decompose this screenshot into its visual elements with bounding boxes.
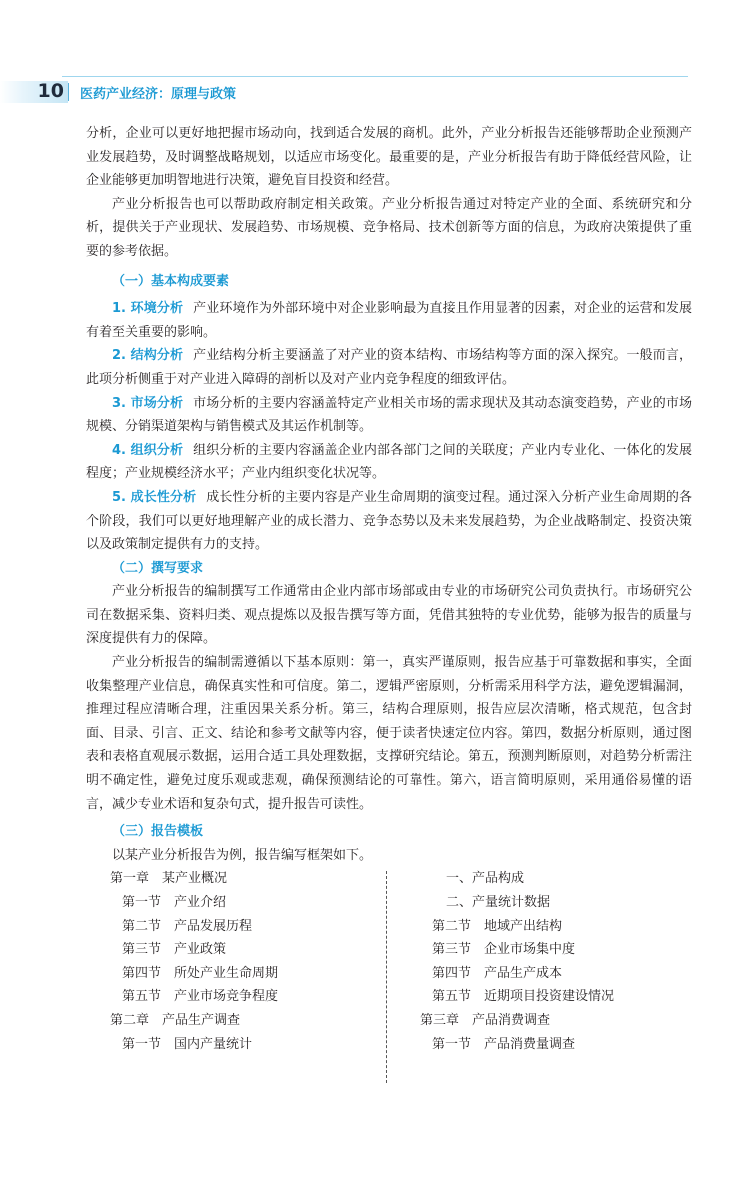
paragraph: 产业分析报告的编制需遵循以下基本原则：第一，真实严谨原则，报告应基于可靠数据和事实，全面收集整理产业信息，确保真实性和可信度。第二，逻辑严密原则，分析需采用科学方法，避免逻辑漏洞，推理过程应清晰合理，注重因果关系分析。第三，结构合理原则，报告应层次清晰，格式规范，包含封面、目录、引言、正文、结论和参考文献等内容，便于读者快速定位内容。第四，数据分析原则，通过图表和表格直观展示数据，运用合适工具处理数据，支撑研究结论。第五，预测判断原则，对趋势分析需注明不确定性，避免过度乐观或悲观，确保预测结论的可靠性。第六，语言简明原则，采用通俗易懂的语言，减少专业术语和复杂句式，提升报告可读性。 bbox=[86, 655, 692, 812]
item-lead: 4. 组织分析 bbox=[112, 442, 184, 458]
item-text: 组织分析的主要内容涵盖企业内部各部门之间的关联度；产业内专业化、一体化的发展程度；产业规模经济水平；产业内组织变化状况等。 bbox=[86, 442, 692, 482]
outline-chapter: 第一章 某产业概况 bbox=[110, 871, 228, 887]
outline-section: 第二节 地域产出结构 bbox=[432, 918, 563, 934]
section-heading: （一）基本构成要素 bbox=[112, 273, 230, 289]
paragraph: 产业分析报告的编制撰写工作通常由企业内部市场部或由专业的市场研究公司负责执行。市场研究公司在数据采集、资料归类、观点提炼以及报告撰写等方面，凭借其独特的专业优势，能够为报告的质量与深度提供有力的保障。 bbox=[86, 584, 692, 647]
list-item bbox=[86, 486, 692, 557]
list-item bbox=[86, 344, 692, 391]
report-outline bbox=[86, 867, 692, 1087]
outline-section: 第二节 产品发展历程 bbox=[122, 918, 253, 934]
section-heading: （三）报告模板 bbox=[112, 824, 204, 840]
list-item bbox=[86, 439, 692, 486]
paragraph: 以某产业分析报告为例，报告编写框架如下。 bbox=[112, 847, 373, 863]
section-heading: （二）撰写要求 bbox=[112, 560, 204, 576]
running-header bbox=[0, 76, 750, 106]
outline-section: 第三节 产业政策 bbox=[122, 942, 227, 958]
book-title: 医药产业经济：原理与政策 bbox=[80, 87, 237, 102]
item-lead: 5. 成长性分析 bbox=[112, 489, 197, 505]
outline-section: 第四节 所处产业生命周期 bbox=[122, 965, 279, 981]
outline-section: 第一节 国内产量统计 bbox=[122, 1036, 253, 1052]
list-item bbox=[86, 392, 692, 439]
outline-left-column bbox=[110, 867, 278, 1056]
outline-section: 第一节 产品消费量调查 bbox=[432, 1036, 576, 1052]
header-rule bbox=[62, 76, 688, 77]
item-text: 产业结构分析主要涵盖了对产业的资本结构、市场结构等方面的深入探究。一般而言，此项分析侧重于对产业进入障碍的剖析以及对产业内竞争程度的细致评估。 bbox=[86, 348, 692, 387]
item-text: 成长性分析的主要内容是产业生命周期的演变过程。通过深入分析产业生命周期的各个阶段，我们可以更好地理解产业的成长潜力、竞争态势以及未来发展趋势，为企业战略制定、投资决策以及政策制定提供有力的支持。 bbox=[86, 489, 692, 553]
outline-chapter: 第二章 产品生产调查 bbox=[110, 1012, 241, 1028]
outline-subitem: 一、产品构成 bbox=[446, 871, 525, 887]
outline-section: 第三节 企业市场集中度 bbox=[432, 942, 576, 958]
page-number: 10 bbox=[37, 80, 64, 102]
list-item bbox=[86, 297, 692, 344]
outline-section: 第五节 近期项目投资建设情况 bbox=[432, 989, 615, 1005]
paragraph: 产业分析报告也可以帮助政府制定相关政策。产业分析报告通过对特定产业的全面、系统研究和分析，提供关于产业现状、发展趋势、市场规模、竞争格局、技术创新等方面的信息，为政府决策提供了重要的参考依据。 bbox=[86, 196, 692, 259]
outline-section: 第四节 产品生产成本 bbox=[432, 965, 563, 981]
item-lead: 2. 结构分析 bbox=[112, 348, 184, 364]
outline-section: 第一节 产业介绍 bbox=[122, 895, 227, 910]
outline-chapter: 第三章 产品消费调查 bbox=[420, 1012, 551, 1028]
outline-section: 第五节 产业市场竞争程度 bbox=[122, 989, 279, 1005]
outline-subitem: 二、产量统计数据 bbox=[446, 895, 551, 910]
header-separator bbox=[68, 83, 69, 101]
outline-right-column bbox=[420, 867, 614, 1056]
item-text: 市场分析的主要内容涵盖特定产业相关市场的需求现状及其动态演变趋势，产业的市场规模、分销渠道架构与销售模式及其运作机制等。 bbox=[86, 395, 692, 435]
paragraph: 分析，企业可以更好地把握市场动向，找到适合发展的商机。此外，产业分析报告还能够帮助企业预测产业发展趋势，及时调整战略规划，以适应市场变化。最重要的是，产业分析报告有助于降低经营风险，让企业能够更加明智地进行决策，避免盲目投资和经营。 bbox=[86, 126, 692, 189]
page-body bbox=[86, 122, 692, 1087]
outline-divider bbox=[386, 871, 387, 1083]
item-text: 产业环境作为外部环境中对企业影响最为直接且作用显著的因素，对企业的运营和发展有着至关重要的影响。 bbox=[86, 301, 692, 340]
item-lead: 3. 市场分析 bbox=[112, 395, 184, 411]
item-lead: 1. 环境分析 bbox=[112, 301, 184, 317]
